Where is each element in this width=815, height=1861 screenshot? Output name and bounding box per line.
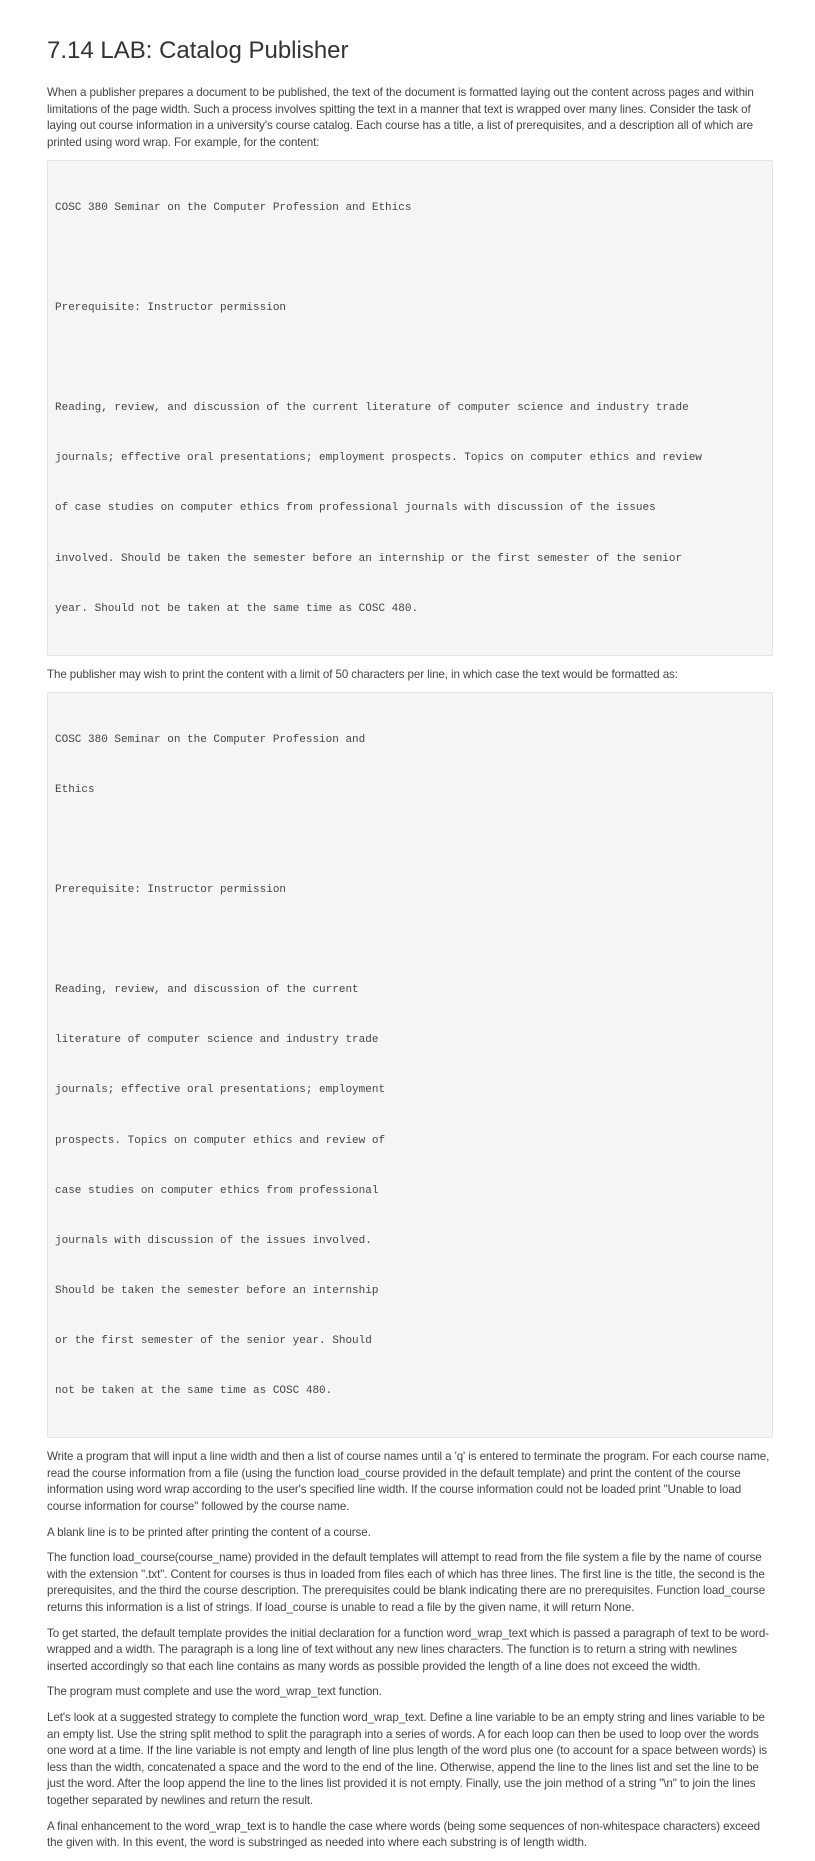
code-line-desc: journals; effective oral presentations; employment (55, 1084, 386, 1097)
program-requirements-paragraph: Write a program that will input a line width and then a list of course names until a 'q' is entered to terminate the program. For each course name, read the course information from a file (using the function load_course provided in the default template) and print the content of the course information using word wrap according to the user's specified line width. If the course information could not be loaded print "Unable to load course information for course" followed by the course name. (47, 1450, 770, 1514)
width-explanation-paragraph: The publisher may wish to print the content with a limit of 50 characters per line, in which case the text would be formatted as: (47, 667, 678, 681)
load-course-paragraph: The function load_course(course_name) provided in the default templates will attempt to read from the file system a file by the name of course with the extension ".txt". Content for courses is thus in loaded from files each of which has three lines. The first line is the title, the second is the prerequisites, and the third the course description. The prerequisites could be blank indicating there are no prerequisites. Function load_course returns this information is a list of strings. If load_course is unable to read a file by the given name, it will return None. (47, 1551, 766, 1614)
code-line-prereq: Prerequisite: Instructor permission (55, 884, 287, 897)
code-line-desc: prospects. Topics on computer ethics and review of (55, 1134, 386, 1147)
code-line-desc: involved. Should be taken the semester before an internship or the first semester of the senior (55, 552, 683, 565)
word-wrap-intro-paragraph: To get started, the default template provides the initial declaration for a function word_wrap_text which is passed a paragraph of text to be word-wrapped and a width. The paragraph is a long line of text without any new lines characters. The function is to return a string with newlines inserted accordingly so that each line contains as many words as possible provided the length of a line does not exceed the width. (47, 1626, 769, 1673)
code-line-title: COSC 380 Seminar on the Computer Profession and (55, 733, 366, 746)
code-line-title: COSC 380 Seminar on the Computer Profession and Ethics (55, 201, 412, 214)
code-line-title: Ethics (55, 783, 95, 796)
code-line-desc: or the first semester of the senior year. Should (55, 1335, 372, 1348)
intro-paragraph: When a publisher prepares a document to be published, the text of the document is formatted laying out the content across pages and within limitations of the page width. Such a process involves spitting the text in a manner that text is wrapped over many lines. Consider the task of laying out course information in a university's course catalog. Each course has a title, a list of prerequisites, and a description all of which are printed using word wrap. For example, for the content: (47, 86, 754, 149)
code-line-prereq: Prerequisite: Instructor permission (55, 301, 287, 314)
code-line-desc: of case studies on computer ethics from professional journals with discussion of the issues (55, 502, 656, 515)
enhancement-paragraph: A final enhancement to the word_wrap_text is to handle the case where words (being some sequences of non-whitespace characters) exceed the given with. In this event, the word is substringed as needed into where each substring is of length width. (47, 1819, 760, 1850)
code-line-desc: Reading, review, and discussion of the current literature of computer science and industry trade (55, 402, 689, 415)
example-code-block-50-chars (47, 692, 773, 1438)
code-line-desc: year. Should not be taken at the same time as COSC 480. (55, 602, 419, 615)
code-line-desc: case studies on computer ethics from professional (55, 1184, 379, 1197)
code-line-desc: literature of computer science and industry trade (55, 1034, 379, 1047)
code-line-desc: Should be taken the semester before an internship (55, 1284, 379, 1297)
code-line-desc: journals; effective oral presentations; employment prospects. Topics on computer ethics and review (55, 452, 702, 465)
code-line-desc: Reading, review, and discussion of the current (55, 984, 359, 997)
code-line-desc: not be taken at the same time as COSC 480. (55, 1385, 333, 1398)
must-use-function-paragraph: The program must complete and use the word_wrap_text function. (47, 1685, 382, 1699)
example-code-block-full-width (47, 160, 773, 655)
blank-line-paragraph: A blank line is to be printed after printing the content of a course. (47, 1525, 371, 1539)
code-line-desc: journals with discussion of the issues involved. (55, 1234, 372, 1247)
strategy-paragraph: Let's look at a suggested strategy to complete the function word_wrap_text. Define a line variable to be an empty string and lines variable to be an empty list. Use the string split method to split the paragraph into a series of words. A for each loop can then be used to loop over the words one word at a time. If the line variable is not empty and length of line plus length of the word plus one (to account for a space between words) is less than the width, concatenated a space and the word to the end of the line. Otherwise, append the line to the lines list and set the line to be just the word. After the loop append the line to the lines list provided it is not empty. Finally, use the join method of a string "\n" to join the lines together separated by newlines and return the result. (47, 1710, 767, 1807)
page-title: 7.14 LAB: Catalog Publisher (47, 37, 349, 64)
lab-content (47, 85, 773, 1861)
